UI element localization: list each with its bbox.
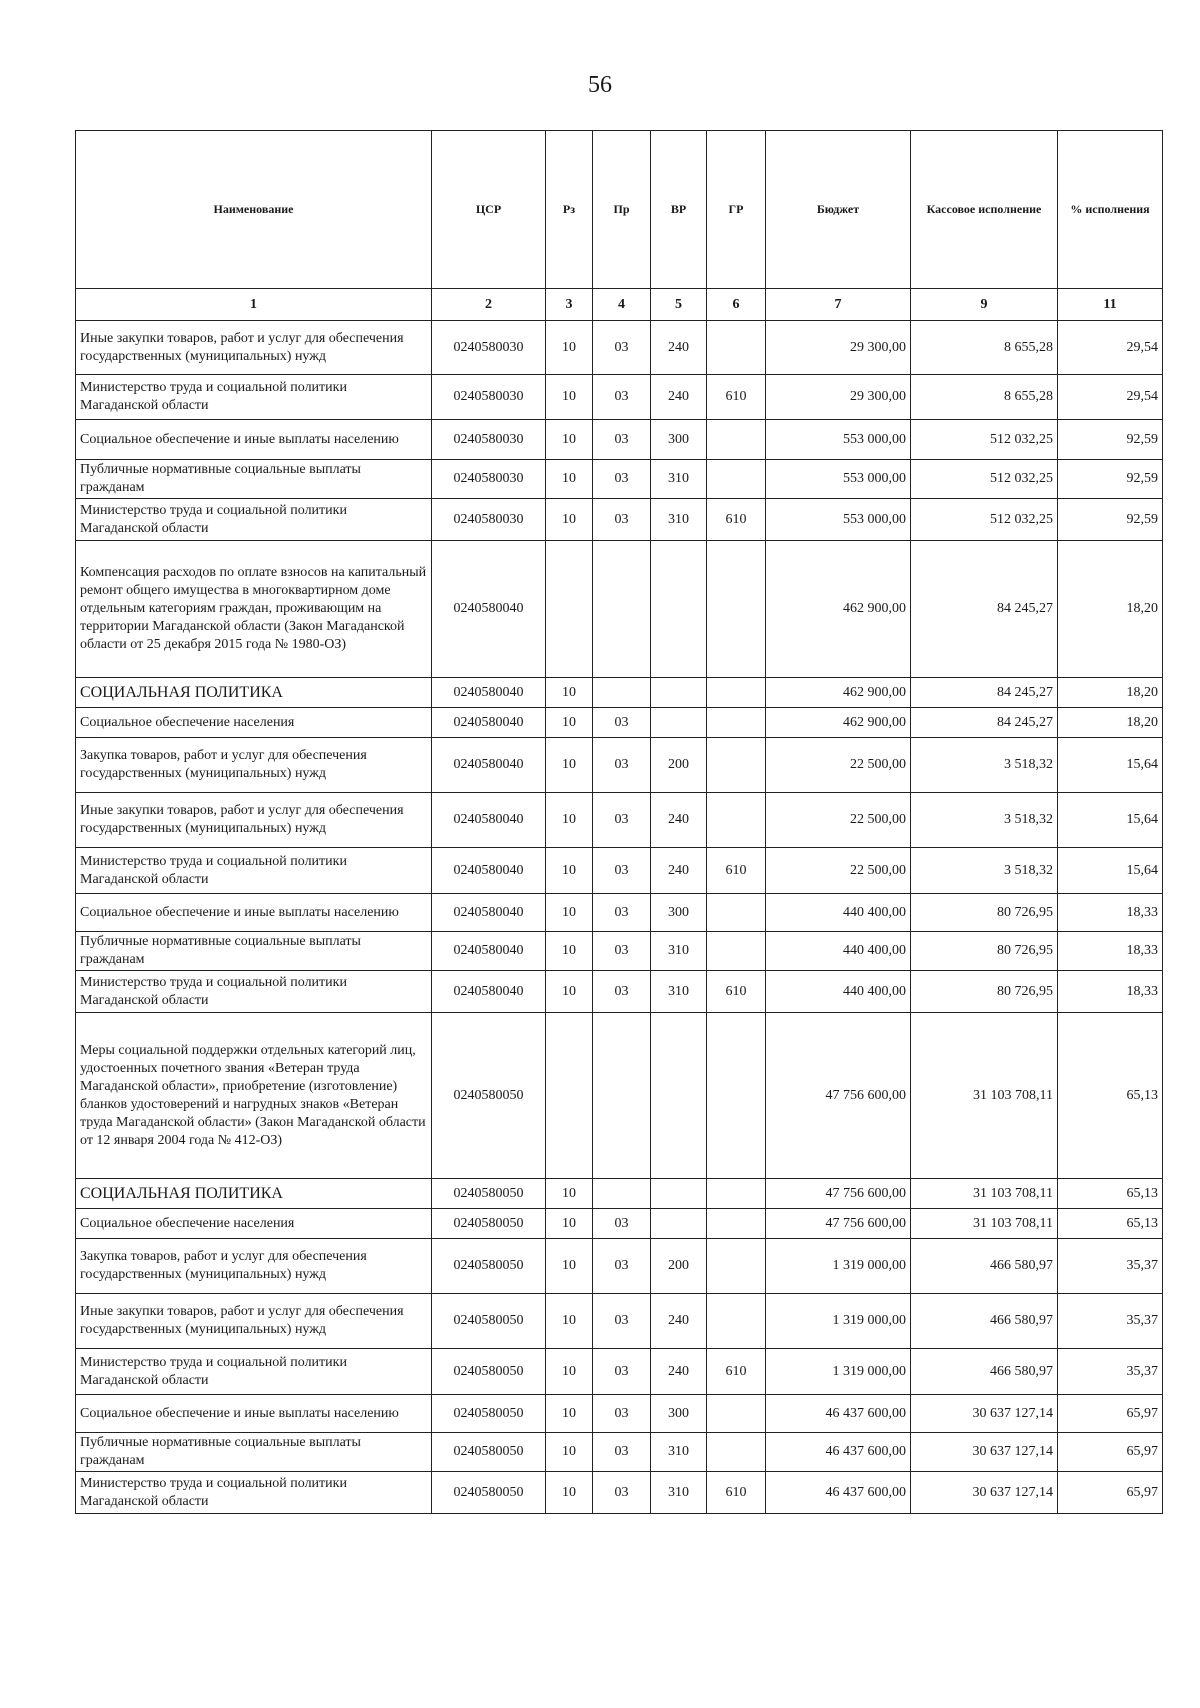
row-name: Публичные нормативные социальные выплаты гражданам xyxy=(76,932,432,971)
header-pr: Пр xyxy=(593,131,651,289)
row-rz: 10 xyxy=(546,894,593,932)
row-pct: 18,33 xyxy=(1058,894,1163,932)
row-gr xyxy=(707,932,766,971)
row-budget: 462 900,00 xyxy=(766,678,911,708)
table-row xyxy=(76,420,1163,460)
row-gr: 610 xyxy=(707,971,766,1013)
row-pct: 65,13 xyxy=(1058,1209,1163,1239)
table-row xyxy=(76,375,1163,420)
page-number: 56 xyxy=(588,72,612,98)
row-csr: 0240580050 xyxy=(432,1013,546,1179)
row-name: Социальное обеспечение и иные выплаты населению xyxy=(76,420,432,460)
row-cash: 80 726,95 xyxy=(911,971,1058,1013)
row-gr xyxy=(707,1395,766,1433)
row-pr: 03 xyxy=(593,460,651,499)
row-name: Министерство труда и социальной политики Магаданской области xyxy=(76,499,432,541)
row-rz: 10 xyxy=(546,375,593,420)
row-budget: 440 400,00 xyxy=(766,894,911,932)
table-row xyxy=(76,1013,1163,1179)
row-cash: 3 518,32 xyxy=(911,848,1058,894)
row-vr: 200 xyxy=(651,1239,707,1294)
row-gr xyxy=(707,1179,766,1209)
row-cash: 80 726,95 xyxy=(911,894,1058,932)
row-budget: 46 437 600,00 xyxy=(766,1472,911,1514)
row-vr: 300 xyxy=(651,420,707,460)
row-cash: 31 103 708,11 xyxy=(911,1179,1058,1209)
row-rz: 10 xyxy=(546,1294,593,1349)
row-vr: 310 xyxy=(651,932,707,971)
row-cash: 80 726,95 xyxy=(911,932,1058,971)
row-rz: 10 xyxy=(546,321,593,375)
row-name: Министерство труда и социальной политики Магаданской области xyxy=(76,1349,432,1395)
column-number-row xyxy=(76,289,1163,321)
row-cash: 30 637 127,14 xyxy=(911,1395,1058,1433)
row-pct: 15,64 xyxy=(1058,848,1163,894)
row-csr: 0240580040 xyxy=(432,541,546,678)
row-budget: 22 500,00 xyxy=(766,793,911,848)
row-pr: 03 xyxy=(593,1433,651,1472)
row-pr: 03 xyxy=(593,420,651,460)
row-rz: 10 xyxy=(546,1433,593,1472)
row-csr: 0240580030 xyxy=(432,460,546,499)
row-name: Иные закупки товаров, работ и услуг для обеспечения государственных (муниципальных) нужд xyxy=(76,793,432,848)
row-name: Социальное обеспечение населения xyxy=(76,708,432,738)
row-rz: 10 xyxy=(546,932,593,971)
row-name: СОЦИАЛЬНАЯ ПОЛИТИКА xyxy=(76,678,432,708)
row-csr: 0240580040 xyxy=(432,678,546,708)
column-number: 5 xyxy=(651,289,707,321)
row-pr: 03 xyxy=(593,321,651,375)
row-csr: 0240580050 xyxy=(432,1239,546,1294)
header-pct: % исполнения xyxy=(1058,131,1163,289)
row-vr: 240 xyxy=(651,1294,707,1349)
row-budget: 553 000,00 xyxy=(766,460,911,499)
row-cash: 512 032,25 xyxy=(911,420,1058,460)
table-row xyxy=(76,1209,1163,1239)
row-budget: 462 900,00 xyxy=(766,708,911,738)
row-csr: 0240580050 xyxy=(432,1395,546,1433)
row-pr: 03 xyxy=(593,894,651,932)
row-pct: 92,59 xyxy=(1058,460,1163,499)
table-row xyxy=(76,932,1163,971)
row-gr xyxy=(707,1294,766,1349)
header-vr: ВР xyxy=(651,131,707,289)
row-cash: 84 245,27 xyxy=(911,708,1058,738)
row-name: Социальное обеспечение населения xyxy=(76,1209,432,1239)
row-rz xyxy=(546,1013,593,1179)
row-rz: 10 xyxy=(546,1179,593,1209)
row-pr: 03 xyxy=(593,708,651,738)
row-pr: 03 xyxy=(593,738,651,793)
row-pr xyxy=(593,678,651,708)
table-row xyxy=(76,1395,1163,1433)
table-body xyxy=(76,321,1163,1514)
row-pct: 29,54 xyxy=(1058,375,1163,420)
row-rz: 10 xyxy=(546,420,593,460)
row-vr: 240 xyxy=(651,1349,707,1395)
row-pr: 03 xyxy=(593,1294,651,1349)
row-vr: 240 xyxy=(651,793,707,848)
row-gr: 610 xyxy=(707,1349,766,1395)
row-rz: 10 xyxy=(546,1209,593,1239)
row-csr: 0240580040 xyxy=(432,932,546,971)
row-cash: 466 580,97 xyxy=(911,1294,1058,1349)
row-csr: 0240580050 xyxy=(432,1433,546,1472)
table-row xyxy=(76,1349,1163,1395)
row-vr: 310 xyxy=(651,1433,707,1472)
column-number: 4 xyxy=(593,289,651,321)
row-csr: 0240580050 xyxy=(432,1349,546,1395)
row-rz: 10 xyxy=(546,1349,593,1395)
row-vr: 310 xyxy=(651,460,707,499)
row-rz: 10 xyxy=(546,678,593,708)
row-gr: 610 xyxy=(707,848,766,894)
row-gr: 610 xyxy=(707,375,766,420)
table-row xyxy=(76,971,1163,1013)
row-budget: 553 000,00 xyxy=(766,420,911,460)
table-row xyxy=(76,848,1163,894)
row-csr: 0240580040 xyxy=(432,793,546,848)
header-rz: Рз xyxy=(546,131,593,289)
row-pr: 03 xyxy=(593,793,651,848)
column-number: 2 xyxy=(432,289,546,321)
header-budget: Бюджет xyxy=(766,131,911,289)
table-row xyxy=(76,708,1163,738)
row-pct: 65,97 xyxy=(1058,1395,1163,1433)
row-pr: 03 xyxy=(593,499,651,541)
row-pct: 29,54 xyxy=(1058,321,1163,375)
row-vr xyxy=(651,1209,707,1239)
row-pr xyxy=(593,1013,651,1179)
row-name: Социальное обеспечение и иные выплаты населению xyxy=(76,1395,432,1433)
table-row xyxy=(76,678,1163,708)
row-cash: 466 580,97 xyxy=(911,1239,1058,1294)
budget-table xyxy=(75,130,1163,1514)
row-budget: 46 437 600,00 xyxy=(766,1395,911,1433)
row-vr xyxy=(651,1013,707,1179)
row-name: СОЦИАЛЬНАЯ ПОЛИТИКА xyxy=(76,1179,432,1209)
table-row xyxy=(76,321,1163,375)
row-cash: 30 637 127,14 xyxy=(911,1472,1058,1514)
row-rz: 10 xyxy=(546,1239,593,1294)
row-cash: 512 032,25 xyxy=(911,499,1058,541)
row-budget: 1 319 000,00 xyxy=(766,1294,911,1349)
row-vr xyxy=(651,708,707,738)
row-csr: 0240580040 xyxy=(432,894,546,932)
row-budget: 46 437 600,00 xyxy=(766,1433,911,1472)
row-rz: 10 xyxy=(546,460,593,499)
row-pr: 03 xyxy=(593,1239,651,1294)
header-gr: ГР xyxy=(707,131,766,289)
row-gr: 610 xyxy=(707,499,766,541)
row-csr: 0240580040 xyxy=(432,708,546,738)
row-pct: 65,13 xyxy=(1058,1179,1163,1209)
row-budget: 1 319 000,00 xyxy=(766,1349,911,1395)
row-cash: 3 518,32 xyxy=(911,738,1058,793)
row-pct: 35,37 xyxy=(1058,1239,1163,1294)
row-vr: 240 xyxy=(651,848,707,894)
row-cash: 3 518,32 xyxy=(911,793,1058,848)
row-pr: 03 xyxy=(593,971,651,1013)
row-name: Социальное обеспечение и иные выплаты населению xyxy=(76,894,432,932)
column-number: 1 xyxy=(76,289,432,321)
row-budget: 29 300,00 xyxy=(766,375,911,420)
table-row xyxy=(76,541,1163,678)
row-csr: 0240580040 xyxy=(432,738,546,793)
row-cash: 84 245,27 xyxy=(911,678,1058,708)
row-budget: 47 756 600,00 xyxy=(766,1013,911,1179)
row-budget: 22 500,00 xyxy=(766,848,911,894)
row-budget: 462 900,00 xyxy=(766,541,911,678)
row-pct: 18,20 xyxy=(1058,541,1163,678)
row-rz: 10 xyxy=(546,971,593,1013)
row-gr xyxy=(707,894,766,932)
row-vr: 300 xyxy=(651,894,707,932)
row-cash: 8 655,28 xyxy=(911,375,1058,420)
row-budget: 553 000,00 xyxy=(766,499,911,541)
row-pr: 03 xyxy=(593,932,651,971)
row-gr xyxy=(707,541,766,678)
row-gr xyxy=(707,1013,766,1179)
header-row xyxy=(76,131,1163,289)
row-pct: 92,59 xyxy=(1058,420,1163,460)
row-csr: 0240580030 xyxy=(432,499,546,541)
row-gr xyxy=(707,1433,766,1472)
row-gr xyxy=(707,420,766,460)
column-number: 11 xyxy=(1058,289,1163,321)
row-name: Министерство труда и социальной политики Магаданской области xyxy=(76,375,432,420)
row-name: Министерство труда и социальной политики Магаданской области xyxy=(76,971,432,1013)
row-cash: 31 103 708,11 xyxy=(911,1013,1058,1179)
table-row xyxy=(76,1433,1163,1472)
row-pr: 03 xyxy=(593,1349,651,1395)
row-pr xyxy=(593,541,651,678)
row-rz: 10 xyxy=(546,848,593,894)
table-row xyxy=(76,499,1163,541)
row-cash: 30 637 127,14 xyxy=(911,1433,1058,1472)
row-pct: 15,64 xyxy=(1058,738,1163,793)
row-pct: 18,33 xyxy=(1058,932,1163,971)
row-gr xyxy=(707,793,766,848)
row-vr: 240 xyxy=(651,375,707,420)
row-rz: 10 xyxy=(546,1395,593,1433)
row-gr xyxy=(707,1239,766,1294)
table-row xyxy=(76,1239,1163,1294)
row-gr xyxy=(707,678,766,708)
row-rz: 10 xyxy=(546,738,593,793)
row-pr: 03 xyxy=(593,1395,651,1433)
row-pct: 65,97 xyxy=(1058,1472,1163,1514)
row-cash: 84 245,27 xyxy=(911,541,1058,678)
row-rz: 10 xyxy=(546,499,593,541)
header-cash: Кассовое исполнение xyxy=(911,131,1058,289)
row-cash: 31 103 708,11 xyxy=(911,1209,1058,1239)
row-csr: 0240580030 xyxy=(432,375,546,420)
row-pct: 65,97 xyxy=(1058,1433,1163,1472)
row-csr: 0240580030 xyxy=(432,321,546,375)
row-rz: 10 xyxy=(546,793,593,848)
row-pct: 15,64 xyxy=(1058,793,1163,848)
row-gr: 610 xyxy=(707,1472,766,1514)
row-vr: 300 xyxy=(651,1395,707,1433)
row-pct: 18,20 xyxy=(1058,708,1163,738)
row-pr: 03 xyxy=(593,375,651,420)
column-number: 6 xyxy=(707,289,766,321)
header-name: Наименование xyxy=(76,131,432,289)
column-number: 9 xyxy=(911,289,1058,321)
row-name: Компенсация расходов по оплате взносов на капитальный ремонт общего имущества в многоквартирном доме отдельным категориям граждан, проживающим на территории Магаданской области (Закон Магаданской области от 25 декабря 2015 года № 1980-ОЗ) xyxy=(76,541,432,678)
row-csr: 0240580050 xyxy=(432,1209,546,1239)
row-csr: 0240580040 xyxy=(432,971,546,1013)
row-name: Меры социальной поддержки отдельных категорий лиц, удостоенных почетного звания «Ветеран труда Магаданской области», приобретение (изготовление) бланков удостоверений и нагрудных знаков «Ветеран труда Магаданской области» (Закон Магаданской области от 12 января 2004 года № 412-ОЗ) xyxy=(76,1013,432,1179)
table-row xyxy=(76,460,1163,499)
table-row xyxy=(76,793,1163,848)
row-name: Закупка товаров, работ и услуг для обеспечения государственных (муниципальных) нужд xyxy=(76,1239,432,1294)
row-pr: 03 xyxy=(593,1472,651,1514)
row-name: Министерство труда и социальной политики Магаданской области xyxy=(76,1472,432,1514)
row-name: Публичные нормативные социальные выплаты гражданам xyxy=(76,1433,432,1472)
row-name: Закупка товаров, работ и услуг для обеспечения государственных (муниципальных) нужд xyxy=(76,738,432,793)
row-cash: 466 580,97 xyxy=(911,1349,1058,1395)
table-row xyxy=(76,738,1163,793)
row-vr: 310 xyxy=(651,499,707,541)
row-pct: 65,13 xyxy=(1058,1013,1163,1179)
row-vr: 240 xyxy=(651,321,707,375)
row-gr xyxy=(707,708,766,738)
row-rz: 10 xyxy=(546,1472,593,1514)
header-csr: ЦСР xyxy=(432,131,546,289)
row-budget: 22 500,00 xyxy=(766,738,911,793)
row-budget: 440 400,00 xyxy=(766,932,911,971)
row-pct: 18,20 xyxy=(1058,678,1163,708)
row-pct: 92,59 xyxy=(1058,499,1163,541)
row-rz xyxy=(546,541,593,678)
row-pr: 03 xyxy=(593,1209,651,1239)
row-name: Иные закупки товаров, работ и услуг для обеспечения государственных (муниципальных) нужд xyxy=(76,321,432,375)
row-gr xyxy=(707,321,766,375)
column-number: 7 xyxy=(766,289,911,321)
row-cash: 8 655,28 xyxy=(911,321,1058,375)
row-budget: 47 756 600,00 xyxy=(766,1179,911,1209)
row-vr: 200 xyxy=(651,738,707,793)
table-row xyxy=(76,1294,1163,1349)
row-csr: 0240580050 xyxy=(432,1179,546,1209)
table-row xyxy=(76,894,1163,932)
row-rz: 10 xyxy=(546,708,593,738)
row-pr xyxy=(593,1179,651,1209)
row-cash: 512 032,25 xyxy=(911,460,1058,499)
row-gr xyxy=(707,1209,766,1239)
row-vr: 310 xyxy=(651,971,707,1013)
row-csr: 0240580050 xyxy=(432,1294,546,1349)
row-csr: 0240580030 xyxy=(432,420,546,460)
row-vr: 310 xyxy=(651,1472,707,1514)
row-budget: 1 319 000,00 xyxy=(766,1239,911,1294)
row-csr: 0240580050 xyxy=(432,1472,546,1514)
row-pr: 03 xyxy=(593,848,651,894)
row-pct: 35,37 xyxy=(1058,1349,1163,1395)
row-vr xyxy=(651,1179,707,1209)
row-vr xyxy=(651,678,707,708)
row-budget: 29 300,00 xyxy=(766,321,911,375)
row-budget: 47 756 600,00 xyxy=(766,1209,911,1239)
column-number: 3 xyxy=(546,289,593,321)
row-budget: 440 400,00 xyxy=(766,971,911,1013)
row-csr: 0240580040 xyxy=(432,848,546,894)
table-row xyxy=(76,1179,1163,1209)
row-vr xyxy=(651,541,707,678)
row-gr xyxy=(707,738,766,793)
row-name: Министерство труда и социальной политики Магаданской области xyxy=(76,848,432,894)
row-name: Публичные нормативные социальные выплаты гражданам xyxy=(76,460,432,499)
row-name: Иные закупки товаров, работ и услуг для обеспечения государственных (муниципальных) нужд xyxy=(76,1294,432,1349)
row-pct: 18,33 xyxy=(1058,971,1163,1013)
table-row xyxy=(76,1472,1163,1514)
row-gr xyxy=(707,460,766,499)
row-pct: 35,37 xyxy=(1058,1294,1163,1349)
